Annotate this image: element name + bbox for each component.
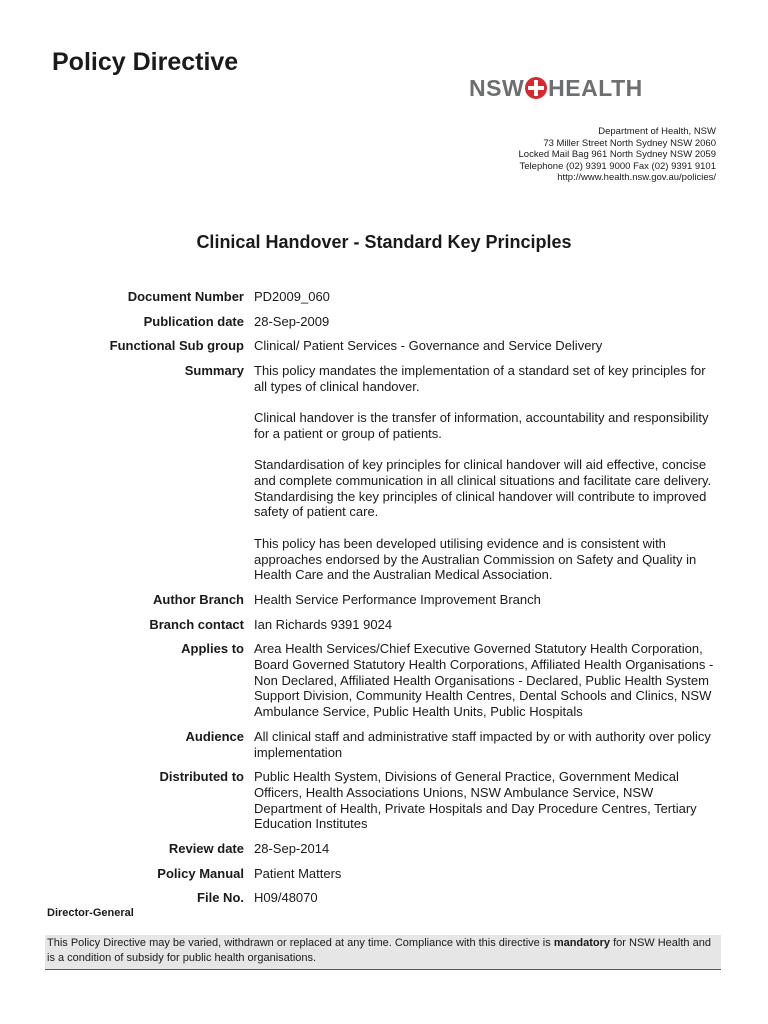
row-functional-sub-group [40, 338, 730, 354]
notice-emphasis: mandatory [553, 937, 611, 949]
summary-text [254, 363, 720, 583]
field-value: PD2009_060 [254, 289, 330, 304]
field-label: Audience [185, 728, 244, 744]
field-value: Public Health System, Divisions of General Practice, Government Medical Officers, Health Associations Unions, NSW Ambulance Service, NSW Department of Health, Private Hospitals and Day Procedure Centres, Tertiary Education Institutes [254, 769, 697, 832]
field-label: Functional Sub group [109, 338, 244, 354]
row-policy-manual [40, 866, 730, 882]
field-label: Author Branch [153, 591, 244, 607]
row-author-branch [40, 592, 730, 608]
row-publication-date [40, 314, 730, 330]
field-value: Health Service Performance Improvement Branch [254, 591, 541, 607]
signatory-label: Director-General [47, 907, 134, 919]
row-review-date [40, 841, 730, 857]
department-address [519, 126, 717, 184]
field-value: Area Health Services/Chief Executive Governed Statutory Health Corporation, Board Governed Statutory Health Corporations, Affiliated Health Organisations - Non Declared, Affiliated Health Organisations - Declared, Public Health System Support Division, Community Health Centres, Dental Schools and Clinics, NSW Ambulance Service, Public Health Units, Public Hospitals [254, 641, 714, 720]
row-document-number [40, 289, 730, 305]
row-summary [40, 363, 730, 583]
row-branch-contact [40, 617, 730, 633]
field-label: File No. [197, 890, 244, 906]
summary-paragraph: Standardisation of key principles for clinical handover will aid effective, concise and complete communication in all clinical situations and facilitate care delivery. Standardising the key principles of clinical handover will contribute to improved safety of patient care. [254, 457, 712, 520]
address-line: Department of Health, NSW [598, 126, 716, 137]
field-value: Ian Richards 9391 9024 [254, 616, 393, 632]
nsw-health-logo [469, 74, 643, 102]
field-value: Patient Matters [254, 865, 342, 881]
document-title: Clinical Handover - Standard Key Principles [196, 232, 572, 252]
address-line: 73 Miller Street North Sydney NSW 2060 [543, 137, 716, 149]
field-value: 28-Sep-2014 [254, 841, 330, 857]
address-line: Locked Mail Bag 961 North Sydney NSW 2059 [518, 149, 716, 161]
field-value: Clinical/ Patient Services - Governance and Service Delivery [254, 338, 603, 354]
row-applies-to [40, 641, 730, 720]
logo-text-left: NSW [469, 74, 525, 101]
field-label: Branch contact [149, 616, 244, 632]
waratah-icon [525, 77, 547, 99]
field-label: Review date [168, 841, 244, 857]
page-title: Policy Directive [52, 48, 239, 76]
compliance-notice [45, 935, 721, 970]
notice-text: This Policy Directive may be varied, withdrawn or replaced at any time. Compliance with this directive is [47, 937, 554, 949]
field-label: Document Number [127, 289, 244, 304]
policies-link[interactable]: http://www.health.nsw.gov.au/policies/ [557, 172, 716, 184]
row-file-no [40, 890, 730, 906]
notice-text: for NSW Health and is a condition of subsidy for public health organisations. [47, 937, 711, 964]
summary-paragraph: Clinical handover is the transfer of information, accountability and responsibility for a patient or group of patients. [254, 410, 709, 441]
document-details [40, 289, 730, 915]
field-value: All clinical staff and administrative staff impacted by or with authority over policy implementation [254, 728, 711, 760]
field-label: Distributed to [159, 769, 244, 785]
field-value: 28-Sep-2009 [254, 313, 330, 329]
summary-paragraph: This policy has been developed utilising evidence and is consistent with approaches endorsed by the Australian Commission on Safety and Quality in Health Care and the Australian Medical Association. [254, 535, 697, 583]
field-label: Summary [184, 363, 244, 379]
field-label: Publication date [143, 313, 244, 329]
field-label: Applies to [181, 641, 244, 657]
summary-paragraph: This policy mandates the implementation of a standard set of key principles for all types of clinical handover. [254, 363, 706, 394]
logo-text-right: HEALTH [548, 74, 643, 101]
address-line: Telephone (02) 9391 9000 Fax (02) 9391 9101 [519, 160, 716, 172]
row-distributed-to [40, 769, 730, 832]
field-label: Policy Manual [157, 865, 244, 881]
row-audience [40, 729, 730, 760]
field-value: H09/48070 [254, 890, 318, 906]
